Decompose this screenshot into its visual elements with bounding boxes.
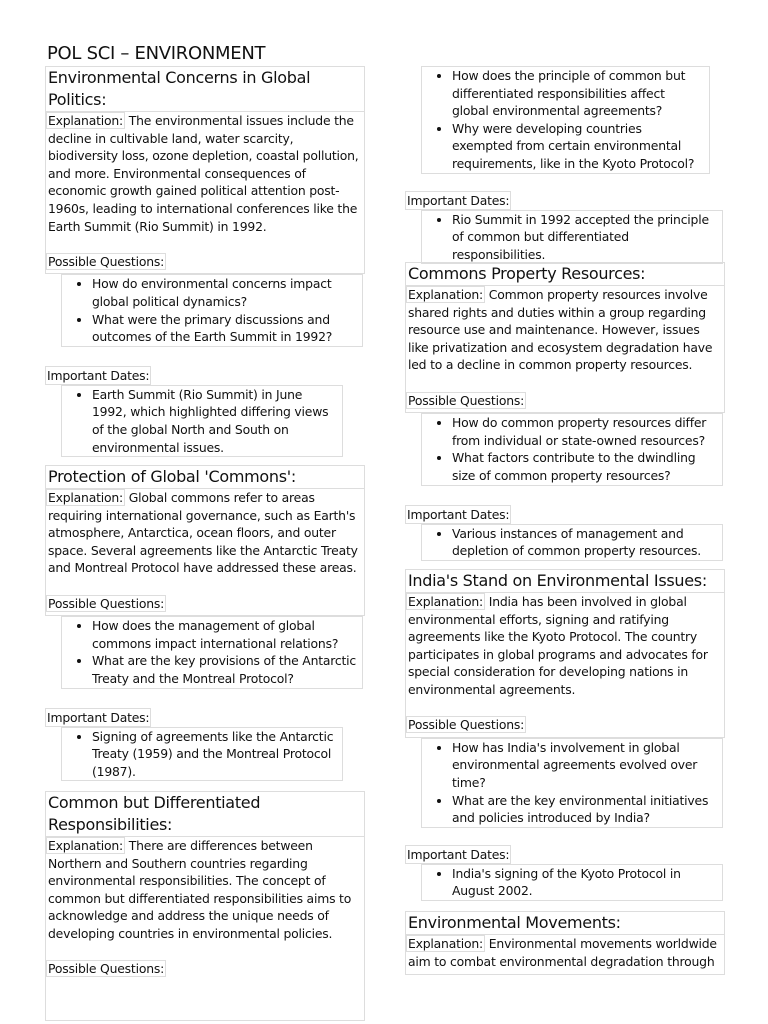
section-title: Commons Property Resources: [405, 262, 725, 285]
possible-questions-label: Possible Questions: [48, 961, 165, 977]
section-common-differentiated-continued [405, 66, 723, 264]
section-title: India's Stand on Environmental Issues: [405, 569, 725, 592]
questions-list [61, 274, 363, 346]
list-item: • How does the management of global commons impact international relations? [92, 617, 358, 652]
dates-list [421, 864, 723, 901]
important-dates-label: Important Dates: [407, 192, 510, 208]
explanation-label: Explanation: [48, 113, 124, 128]
section-environmental-concerns [45, 66, 363, 457]
list-item: • Signing of agreements like the Antarctic Treaty (1959) and the Montreal Protocol (1987). [92, 728, 338, 781]
explanation-label: Explanation: [408, 936, 484, 951]
list-item: • What are the key environmental initiatives and policies introduced by India? [452, 792, 718, 827]
list-item: • Rio Summit in 1992 accepted the principle of common but differentiated responsibilities. [452, 211, 718, 264]
section-title: Common but Differentiated Responsibilities: [45, 791, 365, 836]
section-title: Protection of Global 'Commons': [45, 465, 365, 488]
list-item: • What were the primary discussions and outcomes of the Earth Summit in 1992? [92, 311, 358, 346]
explanation-label: Explanation: [408, 287, 484, 302]
section-explanation [405, 592, 725, 738]
section-explanation [405, 934, 725, 975]
list-item: • Earth Summit (Rio Summit) in June 1992, which highlighted differing views of the global North and South on environmental issues. [92, 386, 338, 456]
explanation-label: Explanation: [48, 838, 124, 853]
list-item: • Various instances of management and depletion of common property resources. [452, 525, 718, 560]
explanation-label: Explanation: [48, 490, 124, 505]
explanation-text: Common property resources involve shared rights and duties within a group regarding resource use and maintenance. However, issues like privatization and ecosystem degradation have led to a decline in common property resources. [408, 287, 713, 373]
explanation-text: The environmental issues include the decline in cultivable land, water scarcity, biodiversity loss, ozone depletion, coastal pollution, and more. Environmental consequences of economic growth gained political attention post-1960s, leading to international conferences like the Earth Summit (Rio Summit) in 1992. [48, 113, 359, 234]
section-explanation [45, 836, 365, 1021]
possible-questions-label: Possible Questions: [408, 717, 525, 733]
list-item: • How do common property resources differ from individual or state-owned resources? [452, 414, 718, 449]
questions-list [421, 413, 723, 485]
section-explanation [45, 488, 365, 616]
list-item: • Why were developing countries exempted from certain environmental requirements, like in the Kyoto Protocol? [452, 120, 705, 173]
list-item: • How does the principle of common but differentiated responsibilities affect global environmental agreements? [452, 67, 705, 120]
explanation-text: Environmental movements worldwide aim to combat environmental degradation through [408, 936, 717, 969]
possible-questions-label: Possible Questions: [408, 392, 525, 408]
questions-list [61, 616, 363, 688]
list-item: • How do environmental concerns impact global political dynamics? [92, 275, 358, 310]
important-dates-label: Important Dates: [407, 846, 510, 862]
section-global-commons [45, 465, 363, 781]
section-india-stand [405, 569, 723, 901]
important-dates-label: Important Dates: [407, 506, 510, 522]
explanation-text: There are differences between Northern and Southern countries regarding environmental responsibilities. The concept of common but differentiated responsibilities aims to acknowledge and address the unique needs of developing countries in environmental policies. [48, 838, 352, 941]
important-dates-label: Important Dates: [47, 709, 150, 725]
list-item: • How has India's involvement in global environmental agreements evolved over time? [452, 739, 718, 792]
section-title: Environmental Concerns in Global Politics: [45, 66, 365, 111]
section-commons-property [405, 262, 723, 561]
dates-list [61, 727, 343, 782]
dates-list [421, 210, 723, 265]
section-environmental-movements [405, 911, 723, 975]
section-common-differentiated [45, 791, 363, 1021]
important-dates-label: Important Dates: [47, 367, 150, 383]
dates-list [421, 524, 723, 561]
dates-list [61, 385, 343, 457]
list-item: • What factors contribute to the dwindling size of common property resources? [452, 449, 718, 484]
explanation-text: Global commons refer to areas requiring international governance, such as Earth's atmosphere, Antarctica, ocean floors, and outer space. Several agreements like the Antarctic Treaty and Montreal Protocol have addressed these areas. [48, 490, 358, 576]
explanation-text: India has been involved in global environmental efforts, signing and ratifying agreements like the Kyoto Protocol. The country participates in global programs and advocates for special consideration for developing nations in environmental agreements. [408, 594, 708, 697]
questions-list [421, 738, 723, 828]
section-explanation [45, 111, 365, 274]
section-title: Environmental Movements: [405, 911, 725, 934]
explanation-label: Explanation: [408, 594, 484, 609]
possible-questions-label: Possible Questions: [48, 595, 165, 611]
possible-questions-label: Possible Questions: [48, 253, 165, 269]
list-item: • India's signing of the Kyoto Protocol in August 2002. [452, 865, 718, 900]
questions-list [421, 66, 710, 174]
section-explanation [405, 285, 725, 413]
list-item: • What are the key provisions of the Antarctic Treaty and the Montreal Protocol? [92, 652, 358, 687]
page-title: POL SCI – ENVIRONMENT [47, 43, 266, 64]
